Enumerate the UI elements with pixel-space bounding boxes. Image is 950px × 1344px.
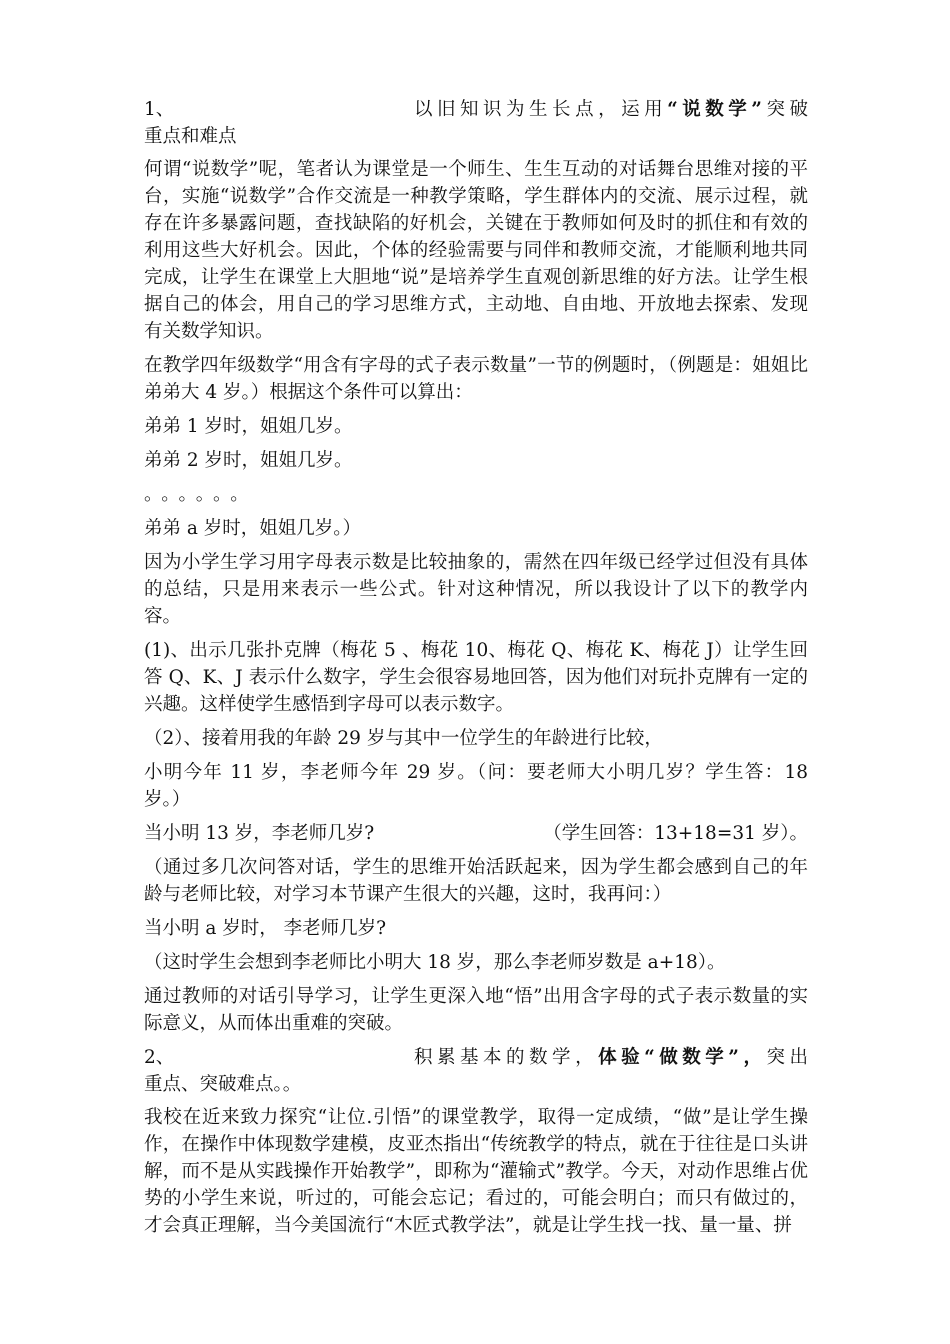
- paragraph: 何谓“说数学”呢，笔者认为课堂是一个师生、生生互动的对话舞台思维对接的平台，实施“说数学”合作交流是一种教学策略，学生群体内的交流、展示过程，就存在许多暴露问题，查找缺陷的好机会，关键在于教师如何及时的抓住和有效的利用这些大好机会。因此，个体的经验需要与同伴和教师交流，才能顺利地共同完成，让学生在课堂上大胆地“说”是培养学生直观创新思维的好方法。让学生根据自己的体会，用自己的学习思维方式，主动地、自由地、开放地去探索、发现有关数学知识。: [144, 159, 808, 342]
- section-number: 2、: [144, 1047, 175, 1068]
- paragraph: 弟弟 a 岁时，姐姐几岁。）: [144, 518, 362, 539]
- paragraph: （通过多几次问答对话，学生的思维开始活跃起来，因为学生都会感到自己的年龄与老师比较，对学习本节课产生很大的兴趣，这时，我再问：）: [144, 857, 808, 905]
- document-page: [144, 96, 808, 1246]
- question-answer-line: 当小明 13 岁，李老师几岁? （学生回答：13+18=31 岁）。: [144, 823, 808, 844]
- section-1-heading: [144, 96, 808, 150]
- ellipsis-line: 。。。。。。: [144, 484, 257, 505]
- paragraph: 弟弟 1 岁时，姐姐几岁。: [144, 416, 353, 437]
- section-title: 积累基本的数学，体验“做数学”，突出: [414, 1047, 808, 1068]
- paragraph: 小明今年 11 岁，李老师今年 29 岁。（问：要老师大小明几岁？学生答：18 岁。）: [144, 762, 808, 810]
- section-title-continuation: 重点、突破难点。。: [144, 1074, 302, 1095]
- section-title-emphasis: “说数学”: [667, 99, 762, 120]
- paragraph: 在教学四年级数学“用含有字母的式子表示数量”一节的例题时，（例题是：姐姐比弟弟大 4 岁。）根据这个条件可以算出：: [144, 355, 808, 403]
- section-2-heading: [144, 1044, 808, 1098]
- paragraph: 当小明 a 岁时， 李老师几岁?: [144, 918, 387, 939]
- section-title: 以旧知识为生长点，运用“说数学”突破: [414, 99, 808, 120]
- section-title-emphasis: 体验“做数学”，: [598, 1047, 767, 1068]
- paragraph: 弟弟 2 岁时，姐姐几岁。: [144, 450, 353, 471]
- paragraph: 我校在近来致力探究“让位.引悟”的课堂教学，取得一定成绩，“做”是让学生操作，在操作中体现数学建模，皮亚杰指出“传统教学的特点，就在于往往是口头讲解，而不是从实践操作开始教学”，即称为“灌输式”教学。今天，对动作思维占优势的小学生来说，听过的，可能会忘记；看过的，可能会明白；而只有做过的，才会真正理解，当今美国流行“木匠式教学法”，就是让学生找一找、量一量、拼: [144, 1107, 808, 1236]
- paragraph: （这时学生会想到李老师比小明大 18 岁，那么李老师岁数是 a+18）。: [144, 952, 726, 973]
- paragraph: 通过教师的对话引导学习，让学生更深入地“悟”出用含字母的式子表示数量的实际意义，从而体出重难的突破。: [144, 986, 808, 1034]
- paragraph: (1)、出示几张扑克牌（梅花 5 、梅花 10、梅花 Q、梅花 K、梅花 J）让学生回答 Q、K、J 表示什么数字，学生会很容易地回答，因为他们对玩扑克牌有一定的兴趣。这样使学生感悟到字母可以表示数字。: [144, 640, 808, 715]
- paragraph: （2）、接着用我的年龄 29 岁与其中一位学生的年龄进行比较，: [144, 728, 663, 749]
- section-title-continuation: 重点和难点: [144, 126, 237, 147]
- paragraph: 因为小学生学习用字母表示数是比较抽象的，需然在四年级已经学过但没有具体的总结，只是用来表示一些公式。针对这种情况，所以我设计了以下的教学内容。: [144, 552, 808, 627]
- section-number: 1、: [144, 99, 175, 120]
